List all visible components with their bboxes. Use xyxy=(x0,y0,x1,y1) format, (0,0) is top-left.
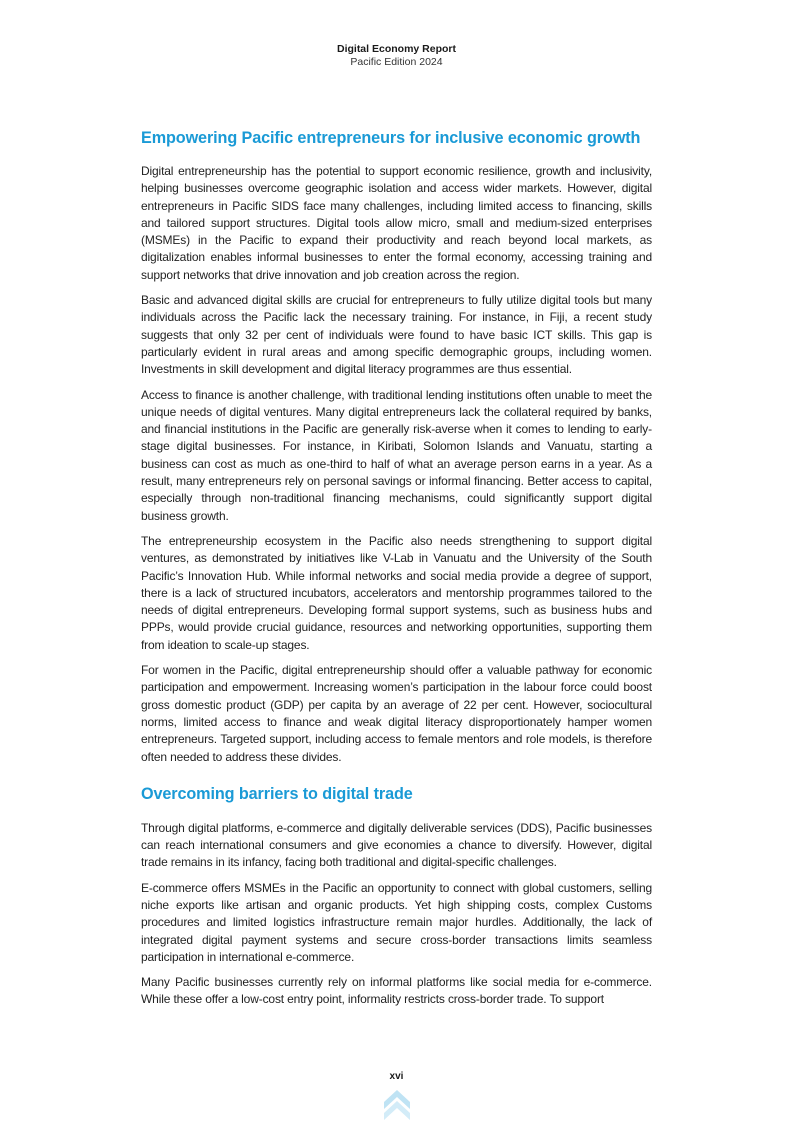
page-body xyxy=(141,128,652,1017)
paragraph: Basic and advanced digital skills are crucial for entrepreneurs to fully utilize digital tools but many individuals across the Pacific lack the necessary training. For instance, in Fiji, a recent study suggests that only 32 per cent of individuals were found to have basic ICT skills. This gap is particularly evident in rural areas and among specific demographic groups, including women. Investments in skill development and digital literacy programmes are thus essential. xyxy=(141,293,652,377)
section-heading-entrepreneurs: Empowering Pacific entrepreneurs for inclusive economic growth xyxy=(141,129,641,147)
chevron-up-logo-icon xyxy=(384,1090,410,1121)
paragraph: The entrepreneurship ecosystem in the Pacific also needs strengthening to support digital ventures, as demonstrated by initiatives like V-Lab in Vanuatu and the University of the South Pacific’s Innovation Hub. While informal networks and social media provide a degree of support, there is a lack of structured incubators, accelerators and mentorship programmes tailored to the needs of digital entrepreneurs. Developing formal support systems, such as business hubs and PPPs, would provide crucial guidance, resources and networking opportunities, supporting them from ideation to scale-up stages. xyxy=(141,533,652,652)
page-header xyxy=(0,43,793,69)
report-edition: Pacific Edition 2024 xyxy=(350,56,443,68)
report-title: Digital Economy Report xyxy=(336,43,456,55)
paragraph: E-commerce offers MSMEs in the Pacific an opportunity to connect with global customers, selling niche exports like artisan and organic products. Yet high shipping costs, complex Customs procedures and limited logistics infrastructure remain major hurdles. Additionally, the lack of integrated digital payment systems and secure cross-border transactions limits seamless participation in international e-commerce. xyxy=(141,880,652,964)
page-footer xyxy=(0,1070,793,1083)
paragraph: Access to finance is another challenge, with traditional lending institutions often unable to meet the unique needs of digital ventures. Many digital entrepreneurs lack the collateral required by banks, and financial institutions in the Pacific are generally risk-averse when it comes to lending to early-stage digital businesses. For instance, in Kiribati, Solomon Islands and Vanuatu, starting a business can cost as much as one-third to half of what an average person earns in a year. As a result, many entrepreneurs rely on personal savings or informal financing. Better access to capital, especially through non-traditional financing mechanisms, could significantly support digital business growth. xyxy=(141,387,652,523)
paragraph: For women in the Pacific, digital entrepreneurship should offer a valuable pathway for economic participation and empowerment. Increasing women’s participation in the labour force could boost gross domestic product (GDP) per capita by an average of 22 per cent. However, sociocultural norms, limited access to finance and weak digital literacy disproportionately hamper women entrepreneurs. Targeted support, including access to female mentors and role models, is therefore often needed to address these divides. xyxy=(141,663,652,764)
paragraph: Many Pacific businesses currently rely on informal platforms like social media for e-commerce. While these offer a low-cost entry point, informality restricts cross-border trade. To support xyxy=(141,975,652,1007)
paragraph: Digital entrepreneurship has the potential to support economic resilience, growth and inclusivity, helping businesses overcome geographic isolation and access wider markets. However, digital entrepreneurs in Pacific SIDS face many challenges, including limited access to financing, skills and tailored support structures. Digital tools allow micro, small and medium-sized enterprises (MSMEs) in the Pacific to expand their productivity and reach beyond local markets, as digitalization enables informal businesses to enter the formal economy, accessing training and support networks that drive innovation and job creation across the region. xyxy=(141,164,652,282)
paragraph: Through digital platforms, e-commerce and digitally deliverable services (DDS), Pacific businesses can reach international consumers and give economies a chance to diversify. However, digital trade remains in its infancy, facing both traditional and digital-specific challenges. xyxy=(141,820,652,870)
page-number: xvi xyxy=(389,1071,404,1082)
section-heading-digital-trade: Overcoming barriers to digital trade xyxy=(141,784,413,803)
